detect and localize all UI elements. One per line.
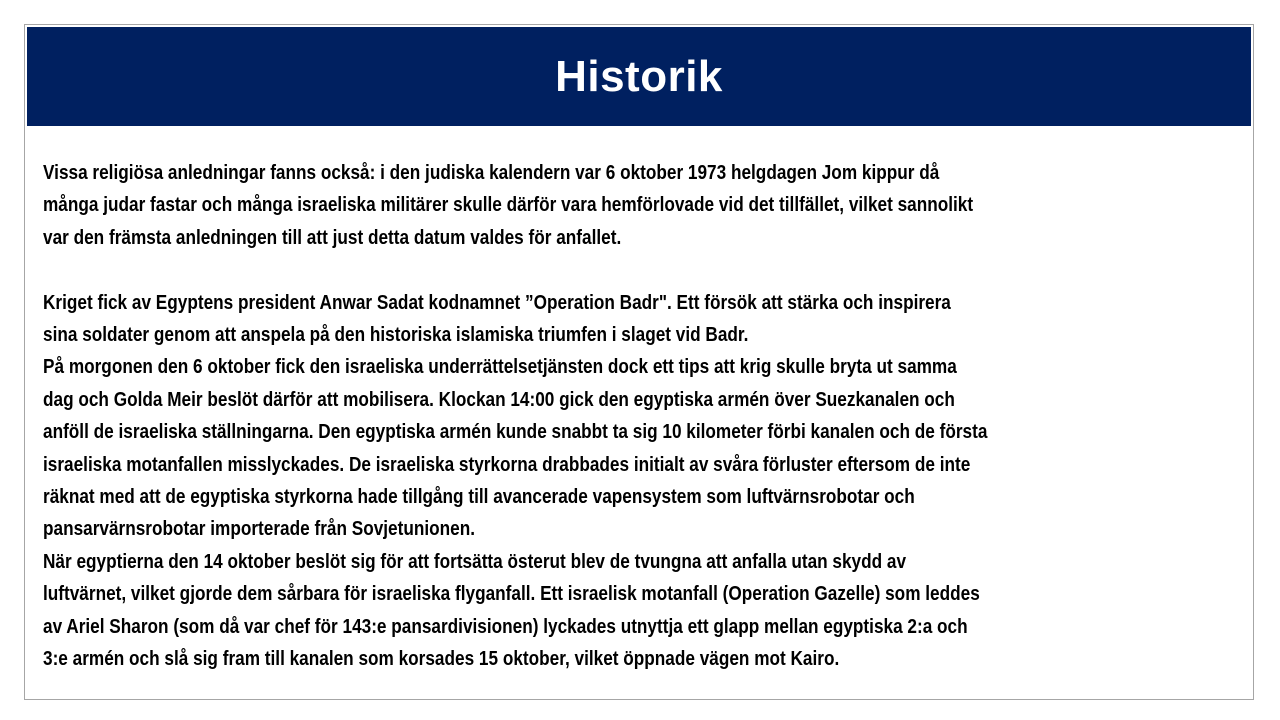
text-line: luftvärnet, vilket gjorde dem sårbara för israeliska flyganfall. Ett israelisk motanfall (Operation Gazelle) som leddes (43, 583, 980, 606)
text-line: Kriget fick av Egyptens president Anwar Sadat kodnamnet ”Operation Badr". Ett försök att stärka och inspirera (43, 291, 951, 314)
slide (24, 24, 1254, 700)
text-line: räknat med att de egyptiska styrkorna hade tillgång till avancerade vapensystem som luftvärnsrobotar och (43, 486, 915, 509)
text-line: var den främsta anledningen till att just detta datum valdes för anfallet. (43, 226, 622, 249)
text-line: anföll de israeliska ställningarna. Den egyptiska armén kunde snabbt ta sig 10 kilometer förbi kanalen och de första (43, 421, 988, 444)
body-text (43, 157, 1249, 675)
text-line: När egyptierna den 14 oktober beslöt sig för att fortsätta österut blev de tvungna att anfalla utan skydd av (43, 550, 907, 573)
text-line: På morgonen den 6 oktober fick den israeliska underrättelsetjänsten dock ett tips att krig skulle bryta ut samma (43, 356, 957, 379)
text-line: pansarvärnsrobotar importerade från Sovjetunionen. (43, 518, 476, 541)
text-line: 3:e armén och slå sig fram till kanalen som korsades 15 oktober, vilket öppnade vägen mot Kairo. (43, 648, 840, 671)
text-line: sina soldater genom att anspela på den historiska islamiska triumfen i slaget vid Badr. (43, 324, 749, 347)
paragraph-spacer (43, 254, 1249, 286)
text-line: många judar fastar och många israeliska militärer skulle därför vara hemförlovade vid det tillfället, vilket sannolikt (43, 194, 974, 217)
text-line: Vissa religiösa anledningar fanns också: i den judiska kalendern var 6 oktober 1973 helgdagen Jom kippur då (43, 162, 940, 184)
title-bar (27, 27, 1251, 126)
text-line: dag och Golda Meir beslöt därför att mobilisera. Klockan 14:00 gick den egyptiska armén över Suezkanalen och (43, 388, 955, 411)
text-line: av Ariel Sharon (som då var chef för 143:e pansardivisionen) lyckades utnyttja ett glapp mellan egyptiska 2:a och (43, 615, 968, 638)
slide-title: Historik (555, 51, 723, 101)
text-line: israeliska motanfallen misslyckades. De israeliska styrkorna drabbades initialt av svåra förluster eftersom de inte (43, 453, 971, 476)
